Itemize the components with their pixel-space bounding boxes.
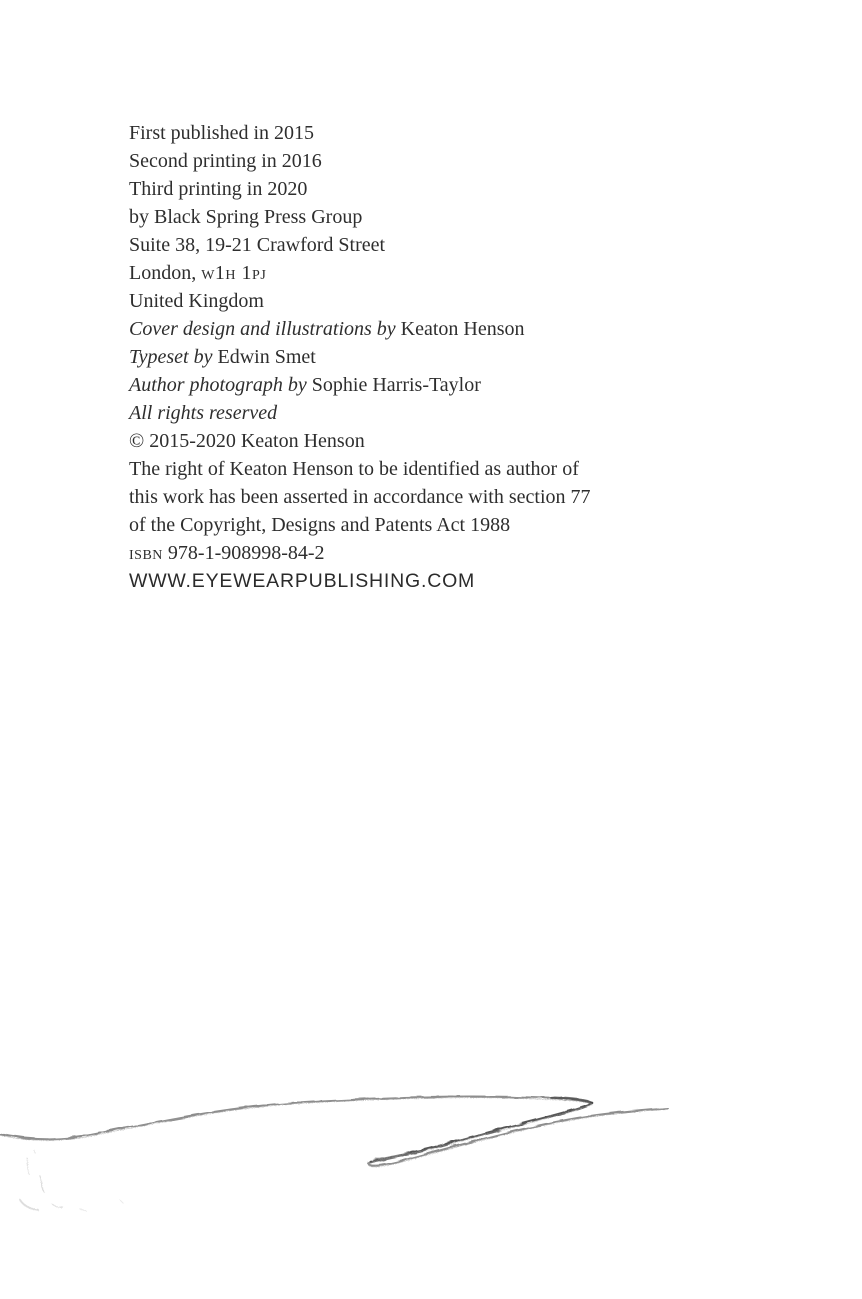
postcode: w1h 1pj [201,262,267,284]
cover-credit-label: Cover design and illustrations by [129,318,396,340]
publication-line: First published in 2015 [129,122,315,144]
assertion-block [129,455,749,567]
isbn-line [129,539,749,567]
photo-credit-line [129,371,749,399]
copyright-line: © 2015-2020 Keaton Henson [129,430,365,452]
publisher-line: by Black Spring Press Group [129,206,363,228]
address-line-city [129,259,749,287]
typeset-credit-label: Typeset by [129,346,213,368]
pencil-scribble [0,1060,862,1299]
rights-block [129,399,749,455]
pencil-smudges [20,1150,123,1211]
pencil-stroke-main [0,1096,667,1165]
cover-credit-line [129,315,749,343]
cover-credit-name: Keaton Henson [400,318,525,340]
city-label: London, [129,262,197,284]
address-line: Suite 38, 19-21 Crawford Street [129,234,386,256]
colophon-text [129,119,749,595]
rights-reserved-line: All rights reserved [129,402,278,424]
publication-line: Second printing in 2016 [129,150,322,172]
publication-line: Third printing in 2020 [129,178,308,200]
credits-block [129,315,749,399]
typeset-credit-line [129,343,749,371]
pencil-stroke-tip [552,1098,592,1103]
isbn-label: isbn [129,542,163,564]
assertion-line: this work has been asserted in accordance with section 77 [129,486,591,508]
photo-credit-name: Sophie Harris-Taylor [311,374,481,396]
pencil-stroke-texture [0,1097,667,1166]
typeset-credit-name: Edwin Smet [217,346,316,368]
isbn-number: 978-1-908998-84-2 [167,542,325,564]
pencil-stroke-dark-return [371,1103,592,1162]
publisher-website: WWW.EYEWEARPUBLISHING.COM [129,570,476,592]
assertion-line: The right of Keaton Henson to be identified as author of [129,458,579,480]
publication-block [129,119,749,315]
country-line: United Kingdom [129,290,264,312]
assertion-line: of the Copyright, Designs and Patents Act 1988 [129,514,511,536]
photo-credit-label: Author photograph by [129,374,307,396]
